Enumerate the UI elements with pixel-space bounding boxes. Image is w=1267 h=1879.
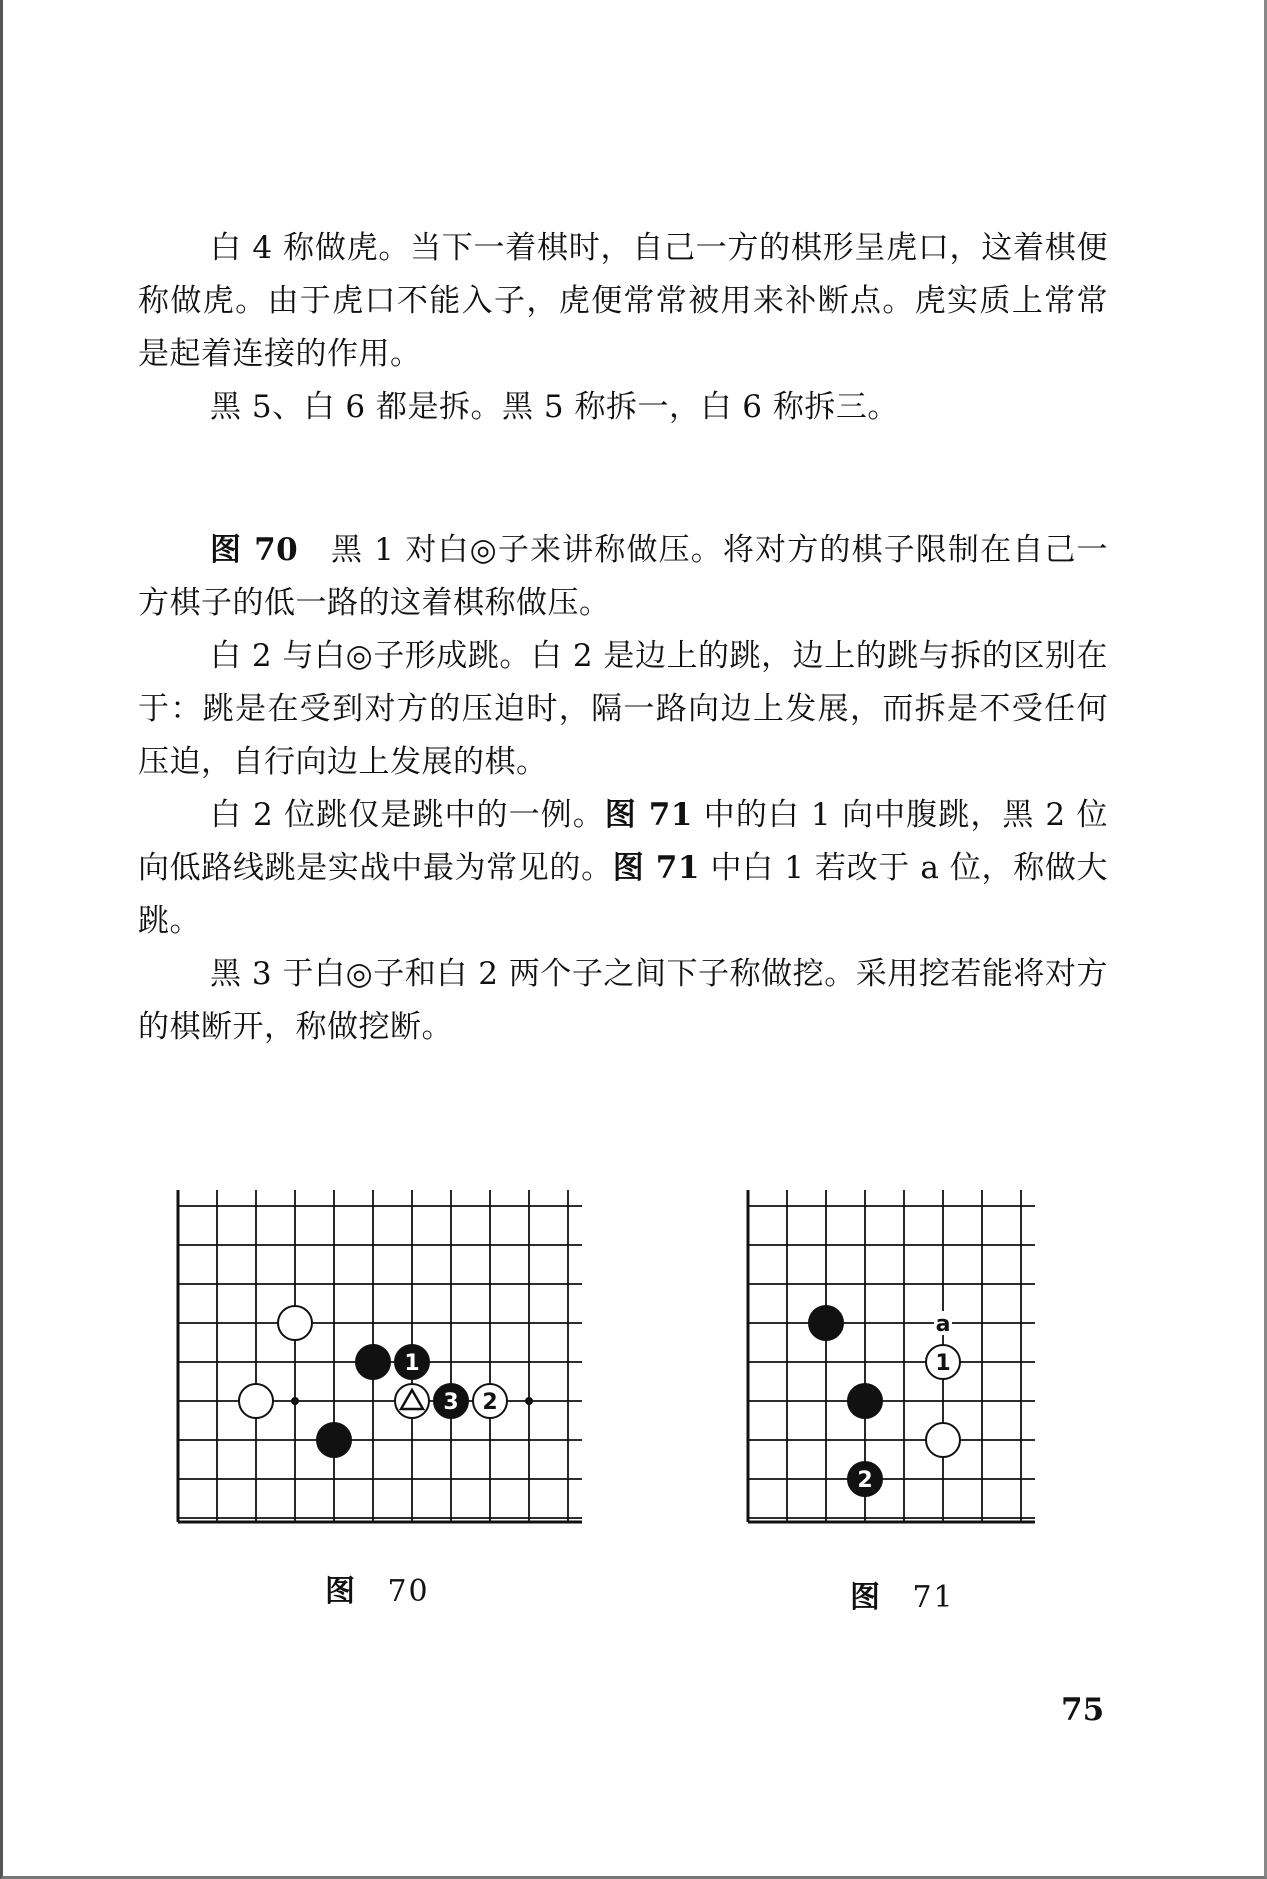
caption-number: 70 — [387, 1574, 430, 1609]
white-stone — [278, 1306, 312, 1340]
text-run: 白 2 与白◎子形成跳。白 2 是边上的跳，边上的跳与拆的区别在于：跳是在受到对方的压迫时，隔一路向边上发展，而拆是不受任何压迫，自行向边上发展的棋。 — [138, 638, 1108, 780]
text-run: 黑 3 于白◎子和白 2 两个子之间下子称做挖。采用挖若能将对方的棋断开，称做挖断。 — [138, 956, 1108, 1045]
white-stone — [239, 1384, 273, 1418]
star-point — [525, 1397, 533, 1405]
paragraph — [138, 381, 1108, 434]
point-label-a: a — [935, 1312, 951, 1337]
star-point — [291, 1397, 299, 1405]
figure-reference: 图 70 — [210, 532, 299, 568]
stone-number: 3 — [443, 1390, 459, 1415]
stone-number: 1 — [404, 1351, 420, 1376]
paragraph — [138, 948, 1108, 1054]
stone-number: 1 — [935, 1351, 951, 1376]
paragraph — [138, 524, 1108, 630]
black-stone — [809, 1306, 843, 1340]
caption-number: 71 — [912, 1580, 955, 1615]
paragraph — [138, 789, 1108, 948]
go-diagram-70 — [168, 1190, 593, 1530]
text-block-main — [138, 524, 1108, 1054]
paragraph — [138, 222, 1108, 381]
figure-caption-71 — [850, 1572, 955, 1616]
text-run: 中白 1 若改于 a 位，称做大跳。 — [138, 850, 1108, 939]
figure-reference: 图 71 — [604, 797, 693, 833]
stone-number: 2 — [857, 1468, 873, 1493]
go-diagram-71 — [738, 1190, 1048, 1530]
paragraph — [138, 630, 1108, 789]
text-run: 白 2 位跳仅是跳中的一例。 — [210, 797, 605, 833]
text-run: 白 4 称做虎。当下一着棋时，自己一方的棋形呈虎口，这着棋便称做虎。由于虎口不能入子，虎便常常被用来补断点。虎实质上常常是起着连接的作用。 — [138, 230, 1108, 372]
black-stone — [317, 1423, 351, 1457]
figure-reference: 图 71 — [612, 850, 700, 886]
text-run: 中的白 1 向中腹跳，黑 2 位向低路线跳是实战中最为常见的。 — [138, 797, 1109, 886]
page-number: 75 — [1061, 1692, 1105, 1728]
black-stone — [356, 1345, 390, 1379]
black-stone — [848, 1384, 882, 1418]
stone-number: 2 — [482, 1390, 498, 1415]
caption-label: 图 — [850, 1580, 882, 1615]
figure-caption-70 — [325, 1566, 430, 1610]
text-run: 黑 1 对白◎子来讲称做压。将对方的棋子限制在自己一方棋子的低一路的这着棋称做压。 — [138, 532, 1108, 621]
caption-label: 图 — [325, 1574, 357, 1609]
text-block-top — [138, 222, 1108, 434]
white-stone — [926, 1423, 960, 1457]
text-run: 黑 5、白 6 都是拆。黑 5 称拆一，白 6 称拆三。 — [210, 389, 899, 425]
